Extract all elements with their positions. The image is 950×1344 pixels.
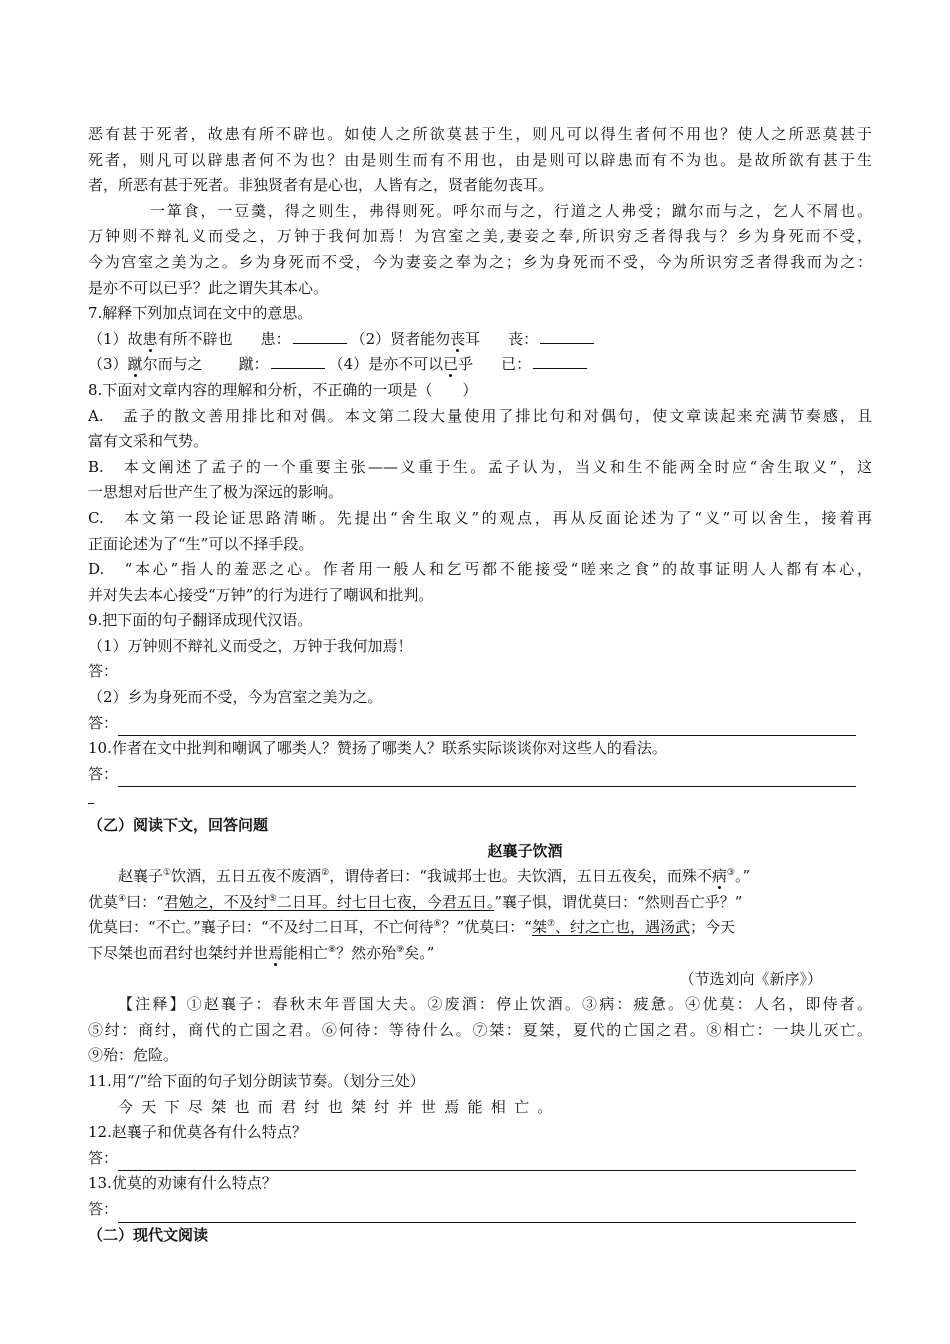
q7-item-2-blank[interactable] xyxy=(540,329,594,344)
q7-item-1-blank[interactable] xyxy=(293,329,347,344)
passage-line-7: 是亦不可以已乎？此之谓失其本心。 xyxy=(88,278,329,297)
section-b-line-1: 赵襄子①饮酒，五日五夜不废酒②，谓侍者曰：“我诚邦士也。夫饮酒，五日五夜矣，而殊不病③。” xyxy=(118,867,751,886)
section-c-heading: （二）现代文阅读 xyxy=(88,1225,209,1244)
q11-sentence: 今天下尽桀也而君纣也桀纣并世焉能相亡。 xyxy=(118,1097,561,1116)
q8-option-b-line-2: 一思想对后世产生了极为深远的影响。 xyxy=(88,483,344,502)
section-b-line-2: 优莫④曰：“君勉之，不及纣⑤二日耳。纣七日七夜，今君五日。”襄子惧，谓优莫曰：“然则吾亡乎？” xyxy=(88,892,743,911)
question-8-stem: 8.下面对文章内容的理解和分析，不正确的一项是（ ） xyxy=(88,380,478,399)
q8-option-a-line-2: 富有文采和气势。 xyxy=(88,432,209,451)
answer-line[interactable] xyxy=(118,770,856,787)
question-9-stem: 9.把下面的句子翻译成现代汉语。 xyxy=(88,611,313,630)
q8-option-d-line-1: D. “本心”指人的羞恶之心。作者用一般人和乞丐都不能接受“嗟来之食”的故事证明人人都有本心， xyxy=(88,560,872,579)
answer-label: 答： xyxy=(88,764,119,783)
question-7-row-2 xyxy=(88,352,872,378)
answer-label: 答： xyxy=(88,1199,119,1218)
passage-line-2: 死者，则凡可以辟患者何不为也？由是则生而有不用也，由是则可以辟患而有不为也。是故所欲有甚于生 xyxy=(88,150,872,169)
q7-item-1-dotted-word: 患 xyxy=(142,329,158,348)
q7-item-2-post: 耳 xyxy=(465,329,481,348)
underlined-phrase: 君勉之，不及纣⑤二日耳。纣七日七夜，今君五日。 xyxy=(163,892,495,911)
q7-item-3-key: 蹴： xyxy=(238,355,269,374)
answer-label: 答： xyxy=(88,1148,119,1167)
q7-item-3-post: 尔而与之 xyxy=(142,355,203,374)
question-10-stem: 10.作者在文中批判和嘲讽了哪类人？赞扬了哪类人？联系实际谈谈你对这些人的看法。 xyxy=(88,739,667,758)
section-b-notes-line-2: ⑤纣：商纣，商代的亡国之君。⑥何待：等待什么。⑦桀：夏桀，夏代的亡国之君。⑧相亡：一块儿灭亡。 xyxy=(88,1020,872,1039)
section-b-heading: （乙）阅读下文，回答问题 xyxy=(88,816,269,835)
q7-item-2-key: 丧： xyxy=(508,329,539,348)
dotted-word: 病 xyxy=(711,867,727,886)
passage-line-3: 者，所恶有甚于死者。非独贤者有是心也，人皆有之，贤者能勿丧耳。 xyxy=(88,176,554,195)
document-page xyxy=(88,122,872,1248)
q9-answer-1 xyxy=(88,659,872,685)
section-b-line-4: 下尽桀也而君纣也桀纣并世焉能相亡⑧？然亦殆⑨矣。” xyxy=(88,944,435,962)
dotted-word: 焉 xyxy=(268,944,284,962)
section-b-notes-line-3: ⑨殆：危险。 xyxy=(88,1046,179,1065)
question-13-stem: 13.优莫的劝谏有什么特点？ xyxy=(88,1174,277,1193)
section-b-source: （节选刘向《新序》） xyxy=(679,969,822,988)
q7-item-1-pre: （1）故 xyxy=(88,329,143,348)
underlined-phrase: 桀⑦、纣之亡也，遇汤武 xyxy=(531,918,691,937)
q8-option-b-line-1: B. 本文阐述了孟子的一个重要主张——义重于生。孟子认为，当义和生不能两全时应“舍生取义”，这 xyxy=(88,457,872,476)
q12-answer xyxy=(88,1146,872,1172)
question-12-stem: 12.赵襄子和优莫各有什么特点？ xyxy=(88,1123,307,1142)
answer-line[interactable] xyxy=(118,1154,856,1171)
passage-line-4: 一箪食，一豆羹，得之则生，弗得则死。呼尔而与之，行道之人弗受；蹴尔而与之，乞人不屑也。 xyxy=(150,201,872,220)
q7-item-2-dotted-word: 丧 xyxy=(450,329,466,348)
question-7-row-1 xyxy=(88,327,872,353)
q13-answer xyxy=(88,1197,872,1223)
q8-option-c-line-1: C. 本文第一段论证思路清晰。先提出“舍生取义”的观点，再从反面论述为了“义”可以舍生，接着再 xyxy=(88,508,872,527)
answer-line[interactable] xyxy=(118,719,856,736)
q7-item-4-pre: （4）是亦不可以 xyxy=(328,355,444,374)
q9-sentence-2: （2）乡为身死而不受，今为宫室之美为之。 xyxy=(88,688,383,707)
section-b-notes-line-1: 【注释】①赵襄子：春秋末年晋国大夫。②废酒：停止饮酒。③病：疲惫。④优莫：人名，即侍者。 xyxy=(118,995,872,1014)
q10-answer xyxy=(88,762,872,788)
q7-item-4-post: 乎 xyxy=(458,355,474,374)
q7-item-4-key: 已： xyxy=(501,355,532,374)
question-7-stem: 7.解释下列加点词在文中的意思。 xyxy=(88,304,313,323)
q8-option-a-line-1: A. 孟子的散文善用排比和对偶。本文第二段大量使用了排比句和对偶句，使文章读起来充满节奏感，且 xyxy=(88,406,872,425)
stray-underscore-mark xyxy=(88,787,872,813)
passage-line-6: 今为宫室之美为之。乡为身死而不受，今为妻妾之奉为之；乡为身死而不受，今为所识穷乏者得我而为之： xyxy=(88,252,872,271)
q7-item-4-dotted-word: 已 xyxy=(443,355,459,374)
q7-item-3-pre: （3） xyxy=(88,355,128,374)
q8-option-c-line-2: 正面论述为了“生”可以不择手段。 xyxy=(88,534,314,553)
question-11-stem: 11.用“/”给下面的句子划分朗读节奏。（划分三处） xyxy=(88,1071,425,1090)
q9-answer-2 xyxy=(88,711,872,737)
q7-item-3-blank[interactable] xyxy=(271,354,325,369)
answer-label: 答： xyxy=(88,713,119,732)
answer-label: 答： xyxy=(88,662,119,681)
q7-item-1-post: 有所不辟也 xyxy=(157,329,233,348)
q7-item-3-dotted-word: 蹴 xyxy=(127,355,143,374)
passage-line-5: 万钟则不辩礼义而受之，万钟于我何加焉！为宫室之美,妻妾之奉,所识穷乏者得我与？乡为身死而不受， xyxy=(88,227,872,246)
answer-line[interactable] xyxy=(118,1206,856,1223)
q8-option-d-line-2: 并对失去本心接受“万钟”的行为进行了嘲讽和批判。 xyxy=(88,585,434,604)
passage-line-1: 恶有甚于死者，故患有所不辟也。如使人之所欲莫甚于生，则凡可以得生者何不用也？使人之所恶莫甚于 xyxy=(88,125,872,143)
section-b-title: 赵襄子饮酒 xyxy=(487,841,563,860)
q7-item-4-blank[interactable] xyxy=(533,354,587,369)
q7-item-2-pre: （2）贤者能勿 xyxy=(350,329,451,348)
q9-sentence-1: （1）万钟则不辩礼义而受之，万钟于我何加焉！ xyxy=(88,636,413,655)
section-b-line-3: 优莫曰：“不亡。”襄子曰：“不及纣二日耳，不亡何待⑥？”优莫曰：“桀⑦、纣之亡也，遇汤武；今天 xyxy=(88,918,736,937)
q7-item-1-key: 患： xyxy=(260,329,291,348)
